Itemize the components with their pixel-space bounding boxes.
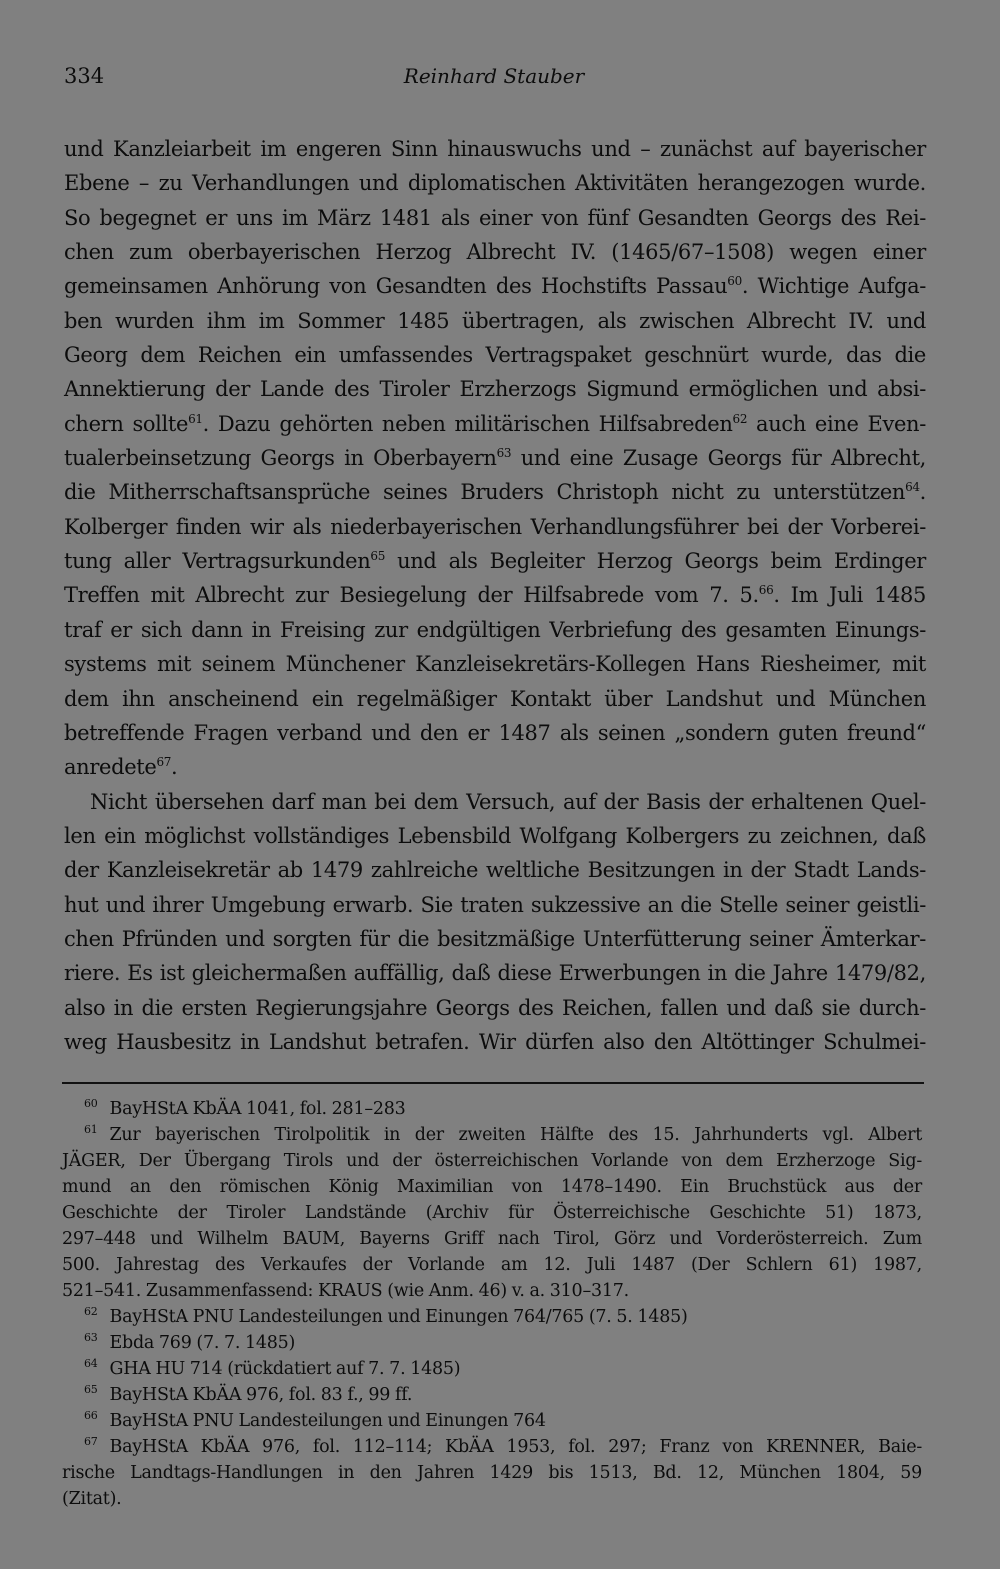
- text-line: [64, 338, 926, 372]
- footnote: [62, 1408, 922, 1434]
- text-run: (Zitat).: [62, 1489, 122, 1509]
- text-line: [64, 613, 926, 647]
- text-run: Georg dem Reichen ein umfassendes Vertragspaket geschnürt wurde, das die: [64, 343, 926, 368]
- footnote-reference: 63: [496, 446, 512, 461]
- footnote: [62, 1096, 922, 1122]
- text-run: auch eine Even-: [747, 411, 926, 436]
- footnote-number: 64: [84, 1357, 98, 1370]
- text-run: JÄGER, Der Übergang Tirols und der österreichischen Vorlande von dem Erzherzoge Sig-: [62, 1151, 922, 1171]
- text-line: [64, 922, 926, 956]
- footnote-reference: 67: [156, 755, 172, 770]
- running-head: [64, 64, 924, 94]
- footnote-reference: 66: [758, 583, 774, 598]
- text-line: [64, 269, 926, 303]
- text-run: weg Hausbesitz in Landshut betrafen. Wir dürfen also den Altöttinger Schulmei-: [64, 1029, 926, 1054]
- footnote-line: [62, 1148, 922, 1174]
- text-run: chen zum oberbayerischen Herzog Albrecht IV. (1465/67–1508) wegen einer: [64, 240, 926, 265]
- text-run: traf er sich dann in Freising zur endgültigen Verbriefung des gesamten Einungs-: [64, 617, 926, 642]
- text-run: 521–541. Zusammenfassend: KRAUS (wie Anm. 46) v. a. 310–317.: [62, 1281, 629, 1301]
- text-run: Ebda 769 (7. 7. 1485): [109, 1333, 296, 1353]
- text-run: BayHStA KbÄA 976, fol. 112–114; KbÄA 1953, fol. 297; Franz von KRENNER, Baie-: [109, 1437, 922, 1457]
- footnote-number: 63: [84, 1331, 98, 1344]
- text-run: BayHStA PNU Landesteilungen und Einungen 764: [109, 1411, 546, 1431]
- footnote-reference: 64: [905, 480, 920, 495]
- footnote-separator-rule: [62, 1082, 924, 1084]
- text-run: dem ihn anscheinend ein regelmäßiger Kontakt über Landshut und München: [64, 686, 926, 711]
- text-line: [64, 956, 926, 990]
- text-line: [64, 853, 926, 887]
- footnote: [62, 1382, 922, 1408]
- text-line: [64, 201, 926, 235]
- footnote: [62, 1434, 922, 1512]
- text-run: und eine Zusage Georgs für Albrecht,: [511, 446, 927, 471]
- text-run: . Dazu gehörten neben militärischen Hilfsabreden: [202, 411, 733, 436]
- text-run: systems mit seinem Münchener Kanzleisekretärs-Kollegen Hans Riesheimer, mit: [64, 652, 926, 677]
- footnote: [62, 1304, 922, 1330]
- text-run: Ebene – zu Verhandlungen und diplomatischen Aktivitäten herangezogen wurde.: [64, 171, 926, 196]
- footnote: [62, 1330, 922, 1356]
- footnote-reference: 65: [370, 549, 385, 564]
- footnote-line: [62, 1174, 922, 1200]
- text-line: [64, 166, 926, 200]
- footnote-reference: 61: [188, 411, 203, 426]
- text-run: BayHStA PNU Landesteilungen und Einungen 764/765 (7. 5. 1485): [109, 1307, 688, 1327]
- text-run: betreffende Fragen verband und den er 1487 als seinen „sondern guten freund“: [64, 720, 926, 745]
- text-run: und Kanzleiarbeit im engeren Sinn hinauswuchs und – zunächst auf bayerischer: [64, 137, 926, 161]
- text-run: hut und ihrer Umgebung erwarb. Sie traten sukzessive an die Stelle seiner geistli-: [64, 892, 926, 917]
- text-line: [64, 372, 926, 406]
- text-line: [64, 578, 926, 612]
- text-run: rische Landtags-Handlungen in den Jahren 1429 bis 1513, Bd. 12, München 1804, 59: [62, 1463, 922, 1483]
- text-line: [64, 819, 926, 853]
- text-run: len ein möglichst vollständiges Lebensbild Wolfgang Kolbergers zu zeichnen, daß: [64, 823, 926, 848]
- text-run: Treffen mit Albrecht zur Besiegelung der Hilfsabrede vom 7. 5.: [64, 583, 759, 608]
- text-line: [64, 132, 926, 166]
- footnote-number: 67: [84, 1435, 98, 1448]
- text-run: riere. Es ist gleichermaßen auffällig, daß diese Erwerbungen in die Jahre 1479/82,: [64, 961, 926, 986]
- text-line: [64, 991, 926, 1025]
- text-run: anredete: [64, 755, 157, 780]
- text-run: chern sollte: [64, 411, 189, 436]
- footnote-line: [62, 1330, 922, 1356]
- text-line: [64, 304, 926, 338]
- text-line: [64, 785, 926, 819]
- footnote-line: [62, 1096, 922, 1122]
- text-line: [64, 544, 926, 578]
- footnote-line: [62, 1486, 922, 1512]
- text-run: BayHStA KbÄA 1041, fol. 281–283: [109, 1099, 406, 1119]
- text-run: Nicht übersehen darf man bei dem Versuch, auf der Basis der erhaltenen Quel-: [90, 789, 926, 814]
- text-line: [64, 1025, 926, 1059]
- text-run: .: [171, 755, 178, 780]
- footnote-line: [62, 1252, 922, 1278]
- footnote-line: [62, 1278, 922, 1304]
- footnote-line: [62, 1434, 922, 1460]
- text-run: BayHStA KbÄA 976, fol. 83 f., 99 ff.: [109, 1385, 413, 1405]
- text-line: [64, 682, 926, 716]
- text-line: [64, 888, 926, 922]
- text-run: mund an den römischen König Maximilian von 1478–1490. Ein Bruchstück aus der: [62, 1177, 922, 1197]
- footnote-reference: 60: [727, 274, 742, 289]
- text-run: 500. Jahrestag des Verkaufes der Vorlande am 12. Juli 1487 (Der Schlern 61) 1987,: [62, 1255, 922, 1275]
- footnote-number: 62: [84, 1305, 98, 1318]
- text-run: Geschichte der Tiroler Landstände (Archiv für Österreichische Geschichte 51) 1873,: [62, 1203, 922, 1223]
- text-run: Annektierung der Lande des Tiroler Erzherzogs Sigmund ermöglichen und absi-: [64, 377, 926, 402]
- footnote: [62, 1356, 922, 1382]
- text-run: gemeinsamen Anhörung von Gesandten des Hochstifts Passau: [64, 274, 728, 299]
- footnote-line: [62, 1226, 922, 1252]
- text-line: [64, 716, 926, 750]
- text-run: also in die ersten Regierungsjahre Georgs des Reichen, fallen und daß sie durch-: [64, 995, 926, 1020]
- footnotes: [62, 1096, 922, 1512]
- footnote-line: [62, 1460, 922, 1486]
- text-run: ben wurden ihm im Sommer 1485 übertragen, als zwischen Albrecht IV. und: [64, 308, 926, 333]
- footnote-number: 61: [84, 1123, 98, 1136]
- text-run: chen Pfründen und sorgten für die besitzmäßige Unterfütterung seiner Ämterkar-: [64, 926, 926, 951]
- paragraph: [64, 132, 926, 785]
- text-run: der Kanzleisekretär ab 1479 zahlreiche weltliche Besitzungen in der Stadt Lands-: [64, 858, 926, 883]
- footnote-line: [62, 1408, 922, 1434]
- text-run: GHA HU 714 (rückdatiert auf 7. 7. 1485): [109, 1359, 461, 1379]
- body-text: [64, 132, 926, 1059]
- footnote-number: 66: [84, 1409, 98, 1422]
- footnote-line: [62, 1304, 922, 1330]
- page-number: 334: [64, 64, 105, 88]
- text-run: So begegnet er uns im März 1481 als einer von fünf Gesandten Georgs des Rei-: [64, 205, 926, 230]
- footnote-line: [62, 1200, 922, 1226]
- running-title: Reinhard Stauber: [403, 64, 585, 88]
- text-run: tung aller Vertragsurkunden: [64, 549, 371, 574]
- paragraph: [64, 785, 926, 1060]
- footnote: [62, 1122, 922, 1304]
- text-run: die Mitherrschaftsansprüche seines Bruders Christoph nicht zu unterstützen: [64, 480, 906, 505]
- text-run: und als Begleiter Herzog Georgs beim Erdinger: [385, 549, 926, 574]
- text-line: [64, 441, 926, 475]
- text-line: [64, 235, 926, 269]
- text-line: [64, 647, 926, 681]
- text-line: [64, 750, 926, 784]
- text-run: .: [919, 480, 926, 505]
- text-line: [64, 475, 926, 509]
- text-line: [64, 510, 926, 544]
- footnote-line: [62, 1122, 922, 1148]
- footnote-number: 60: [84, 1097, 98, 1110]
- text-run: 297–448 und Wilhelm BAUM, Bayerns Griff nach Tirol, Görz und Vorderösterreich. Zum: [62, 1229, 922, 1249]
- text-run: Zur bayerischen Tirolpolitik in der zweiten Hälfte des 15. Jahrhunderts vgl. Albert: [109, 1125, 922, 1145]
- footnote-number: 65: [84, 1383, 98, 1396]
- footnote-reference: 62: [732, 411, 748, 426]
- text-run: Kolberger finden wir als niederbayerischen Verhandlungsführer bei der Vorberei-: [64, 514, 926, 539]
- text-run: tualerbeinsetzung Georgs in Oberbayern: [64, 446, 497, 471]
- text-line: [64, 407, 926, 441]
- footnote-line: [62, 1382, 922, 1408]
- text-run: . Im Juli 1485: [773, 583, 926, 608]
- text-run: . Wichtige Aufga-: [741, 274, 926, 299]
- footnote-line: [62, 1356, 922, 1382]
